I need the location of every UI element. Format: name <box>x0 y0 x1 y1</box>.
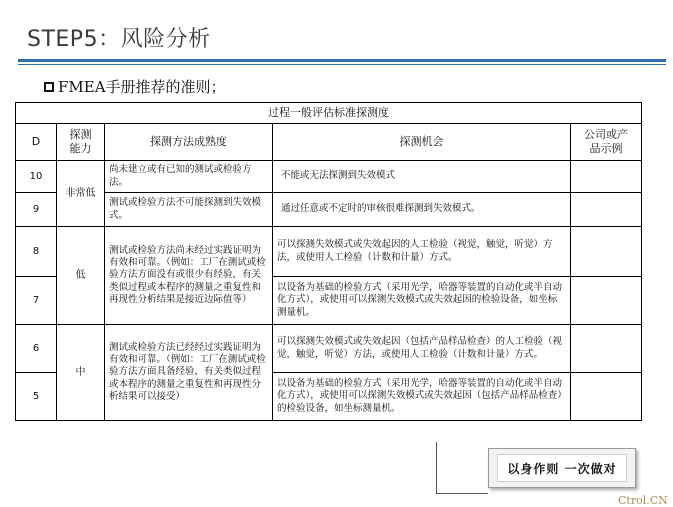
opportunity-cell: 通过任意或不定时的审核很难探测到失效模式。 <box>273 193 571 227</box>
col-header-capability: 探测 能力 <box>57 124 105 161</box>
title-underline-thin <box>18 64 666 65</box>
checkbox-square-icon <box>44 82 54 92</box>
example-cell <box>571 277 642 325</box>
motto-text: 以身作则 一次做对 <box>497 454 627 482</box>
col-header-example: 公司或产 品示例 <box>571 124 642 161</box>
motto-badge <box>488 448 636 488</box>
badge-connector-vertical <box>436 442 437 493</box>
d-value: 7 <box>16 277 57 325</box>
col-header-maturity: 探测方法成熟度 <box>105 124 273 161</box>
subtitle <box>44 76 226 97</box>
opportunity-cell: 可以探测失效模式或失效起因（包括产品样品检查）的人工检验（视觉，触觉，听觉）方法，或使用人工检验（计数和计量）方式。 <box>273 325 571 373</box>
d-value: 5 <box>16 373 57 421</box>
opportunity-cell: 以设备为基础的检验方式（采用光学，哈器等装置的自动化或半自动化方式），或使用可以探测失效模式或失效起因（包括产品样品检查）的检验设备，如坐标测量机。 <box>273 373 571 421</box>
d-value: 9 <box>16 193 57 227</box>
detection-criteria-table <box>15 102 642 421</box>
table-row <box>16 325 642 373</box>
capability-cell: 中 <box>57 325 105 421</box>
table-row <box>16 227 642 277</box>
example-cell <box>571 193 642 227</box>
badge-connector-horizontal <box>436 493 488 494</box>
table-row <box>16 193 642 227</box>
maturity-cell: 尚未建立或有已知的测试或检验方法。 <box>105 161 273 193</box>
d-value: 8 <box>16 227 57 277</box>
d-value: 6 <box>16 325 57 373</box>
maturity-cell: 测试或检验方法不可能探测到失效模式。 <box>105 193 273 227</box>
table-row <box>16 161 642 193</box>
opportunity-cell: 以设备为基础的检验方式（采用光学，哈器等装置的自动化或半自动化方式），或使用可以探测失效模式或失效起因的检验设备，如坐标测量机。 <box>273 277 571 325</box>
d-value: 10 <box>16 161 57 193</box>
example-cell <box>571 373 642 421</box>
maturity-cell: 测试或检验方法尚未经过实践证明为有效和可靠。（例如：工厂在测试或检验方法方面没有或很少有经验，有关类似过程或本程序的测量之重复性和再现性分析结果是接近边际值等） <box>105 227 273 325</box>
brand-watermark: Ctrol.CN <box>618 494 668 507</box>
opportunity-cell: 可以探测失效模式或失效起因的人工检验（视觉，触觉，听觉）方法，或使用人工检验（计数和计量）方式。 <box>273 227 571 277</box>
subtitle-text: FMEA手册推荐的准则； <box>58 78 226 96</box>
maturity-cell: 测试或检验方法已经经过实践证明为有效和可靠。（例如：工厂在测试或检验方法方面具备经验，有关类似过程或本程序的测量之重复性和再现性分析结果可以接受） <box>105 325 273 421</box>
page-title: STEP5：风险分析 <box>27 27 211 52</box>
col-header-opportunity: 探测机会 <box>273 124 571 161</box>
col-header-d: D <box>16 124 57 161</box>
opportunity-cell: 不能或无法探测到失效模式 <box>273 161 571 193</box>
capability-cell: 非常低 <box>57 161 105 227</box>
capability-cell: 低 <box>57 227 105 325</box>
example-cell <box>571 325 642 373</box>
title-underline <box>18 59 666 62</box>
table-caption: 过程一般评估标准探测度 <box>16 103 642 124</box>
example-cell <box>571 227 642 277</box>
example-cell <box>571 161 642 193</box>
